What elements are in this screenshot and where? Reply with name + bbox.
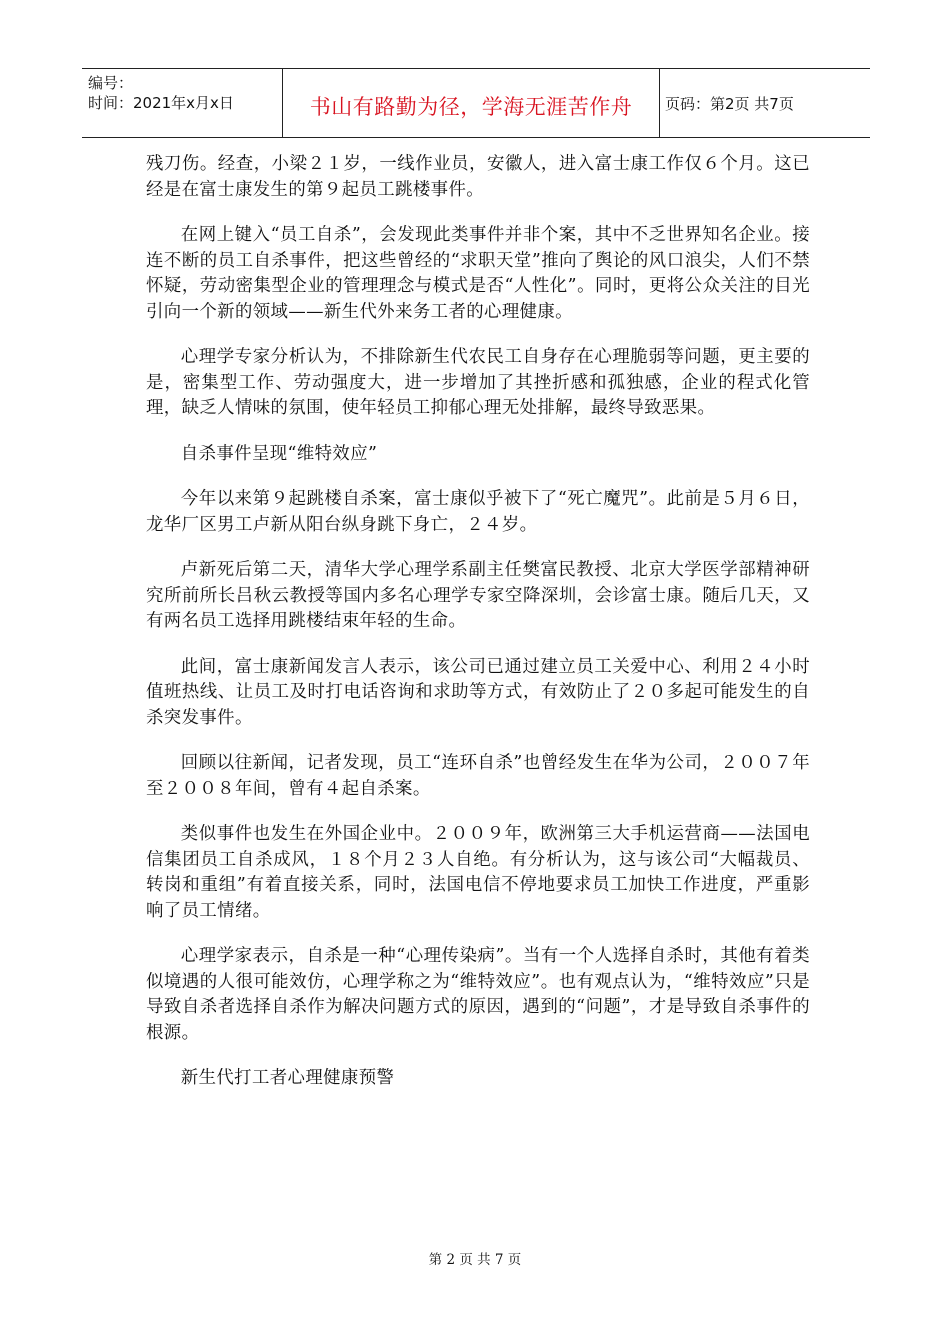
header-motto-cell xyxy=(282,69,660,137)
document-body xyxy=(146,152,810,1112)
section-subheading: 新生代打工者心理健康预警 xyxy=(180,1068,395,1088)
document-code-label: 编号： xyxy=(88,74,134,92)
header-page-cell xyxy=(659,69,870,137)
header-motto: 书山有路勤为径，学海无涯苦作舟 xyxy=(309,95,633,119)
paragraph: 卢新死后第二天，清华大学心理学系副主任樊富民教授、北京大学医学部精神研究所前所长吕秋云教授等国内多名心理学专家空降深圳，会诊富士康。随后几天，又有两名员工选择用跳楼结束年轻的生命。 xyxy=(146,560,810,631)
paragraph: 心理学专家分析认为，不排除新生代农民工自身存在心理脆弱等问题，更主要的是，密集型工作、劳动强度大，进一步增加了其挫折感和孤独感，企业的程式化管理，缺乏人情味的氛围，使年轻员工抑郁心理无处排解，最终导致恶果。 xyxy=(146,347,810,418)
paragraph: 残刀伤。经查，小梁２１岁，一线作业员，安徽人，进入富士康工作仅６个月。这已经是在富士康发生的第９起员工跳楼事件。 xyxy=(146,154,810,200)
paragraph: 今年以来第９起跳楼自杀案，富士康似乎被下了“死亡魔咒”。此前是５月６日，龙华厂区男工卢新从阳台纵身跳下身亡，２４岁。 xyxy=(146,489,810,535)
section-subheading: 自杀事件呈现“维特效应” xyxy=(180,443,378,464)
paragraph: 此间，富士康新闻发言人表示，该公司已通过建立员工关爱中心、利用２４小时值班热线、让员工及时打电话咨询和求助等方式，有效防止了２０多起可能发生的自杀突发事件。 xyxy=(146,656,810,728)
paragraph: 在网上键入“员工自杀”，会发现此类事件并非个案，其中不乏世界知名企业。接连不断的员工自杀事件，把这些曾经的“求职天堂”推向了舆论的风口浪尖，人们不禁怀疑，劳动密集型企业的管理理念与模式是否“人性化”。同时，更将公众关注的目光引向一个新的领域——新生代外来务工者的心理健康。 xyxy=(146,225,810,322)
document-header xyxy=(82,68,870,138)
paragraph: 回顾以往新闻，记者发现，员工“连环自杀”也曾经发生在华为公司，２００７年至２００８年间，曾有４起自杀案。 xyxy=(146,753,810,799)
paragraph: 类似事件也发生在外国企业中。２００９年，欧洲第三大手机运营商——法国电信集团员工自杀成风，１８个月２３人自绝。有分析认为，这与该公司“大幅裁员、转岗和重组”有着直接关系，同时，法国电信不停地要求员工加快工作进度，严重影响了员工情绪。 xyxy=(146,824,810,921)
header-meta-cell xyxy=(82,69,282,137)
header-page-number: 页码：第2页 共7页 xyxy=(665,95,794,113)
document-time-label: 时间：2021年x月x日 xyxy=(88,94,234,112)
paragraph: 心理学家表示，自杀是一种“心理传染病”。当有一个人选择自杀时，其他有着类似境遇的人很可能效仿，心理学称之为“维特效应”。也有观点认为，“维特效应”只是导致自杀者选择自杀作为解决问题方式的原因，遇到的“问题”，才是导致自杀事件的根源。 xyxy=(146,946,810,1043)
page-footer: 第 2 页 共 7 页 xyxy=(428,1252,522,1268)
